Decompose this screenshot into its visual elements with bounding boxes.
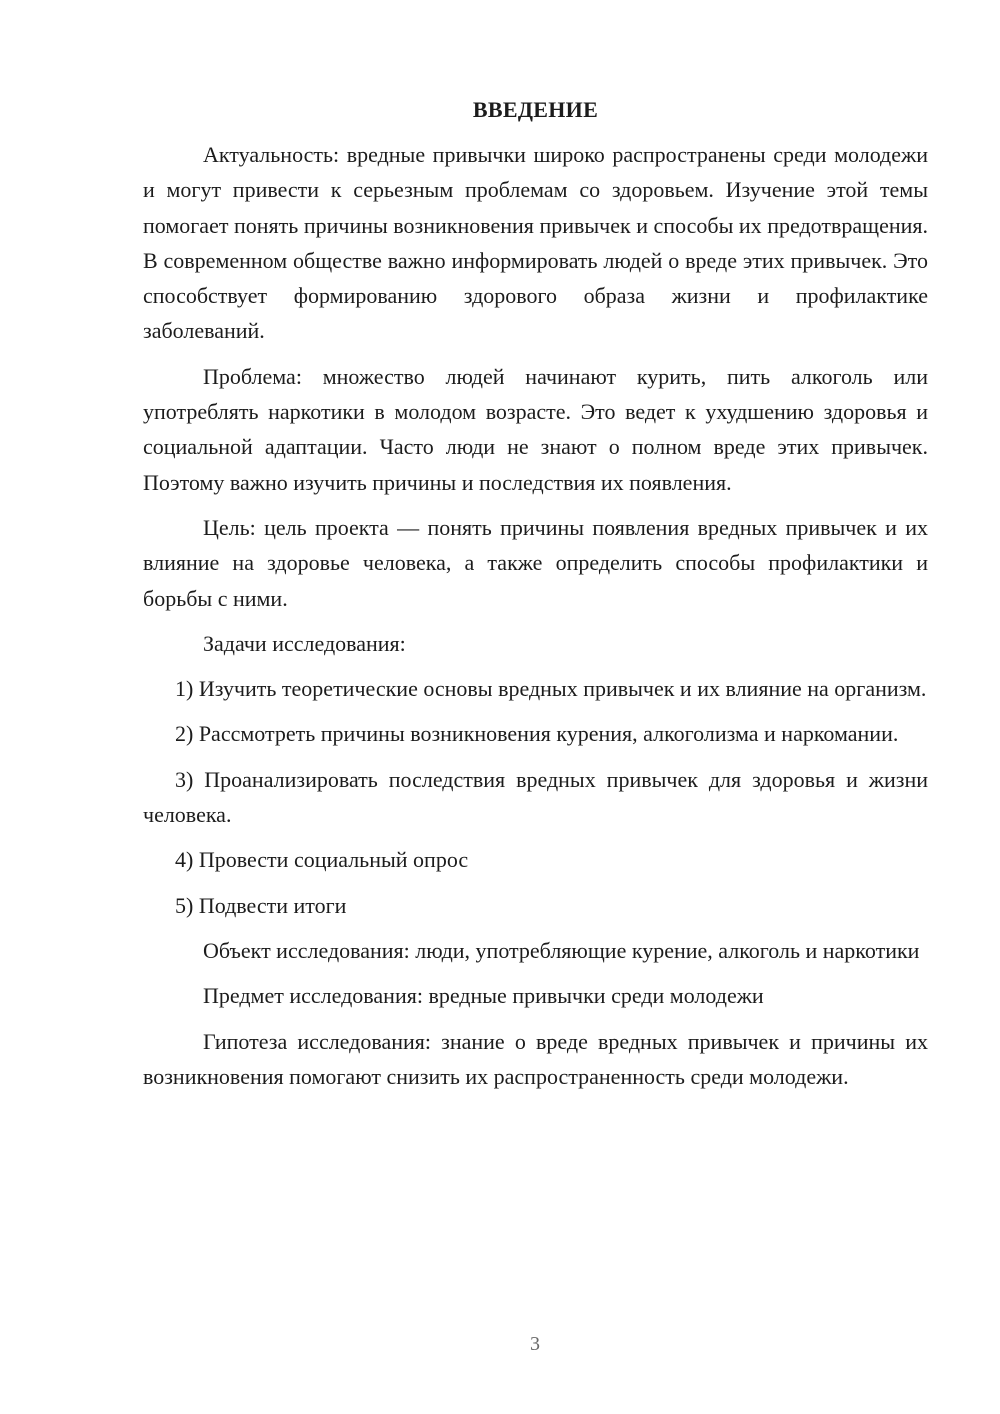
page-content	[143, 92, 928, 1094]
page-title: ВВЕДЕНИЕ	[472, 97, 599, 122]
task-item: 4) Провести социальный опрос	[175, 847, 469, 873]
object-paragraph: Объект исследования: люди, употребляющие курение, алкоголь и наркотики	[203, 937, 920, 963]
subject-paragraph: Предмет исследования: вредные привычки среди молодежи	[203, 983, 764, 1009]
page-number: 3	[530, 1333, 540, 1355]
task-item: 2) Рассмотреть причины возникновения курения, алкоголизма и наркомании.	[175, 721, 899, 747]
tasks-heading: Задачи исследования:	[203, 630, 406, 656]
task-item: 3) Проанализировать последствия вредных привычек для здоровья и жизни человека.	[143, 766, 928, 828]
relevance-paragraph: Актуальность: вредные привычки широко распространены среди молодежи и могут привести к серьезным проблемам со здоровьем. Изучение этой темы помогает понять причины возникновения привычек и способы их предотвращения. В современном обществе важно информировать людей о вреде этих привычек. Это способствует формированию здорового образа жизни и профилактике заболеваний.	[143, 142, 928, 344]
task-item: 1) Изучить теоретические основы вредных привычек и их влияние на организм.	[175, 676, 927, 702]
goal-paragraph: Цель: цель проекта — понять причины появления вредных привычек и их влияние на здоровье человека, а также определить способы профилактики и борьбы с ними.	[143, 514, 928, 611]
task-item: 5) Подвести итоги	[175, 892, 347, 918]
hypothesis-paragraph: Гипотеза исследования: знание о вреде вредных привычек и причины их возникновения помогают снизить их распространенность среди молодежи.	[143, 1028, 928, 1089]
problem-paragraph: Проблема: множество людей начинают курить, пить алкоголь или употреблять наркотики в молодом возрасте. Это ведет к ухудшению здоровья и социальной адаптации. Часто люди не знают о полном вреде этих привычек. Поэтому важно изучить причины и последствия их появления.	[143, 363, 928, 495]
